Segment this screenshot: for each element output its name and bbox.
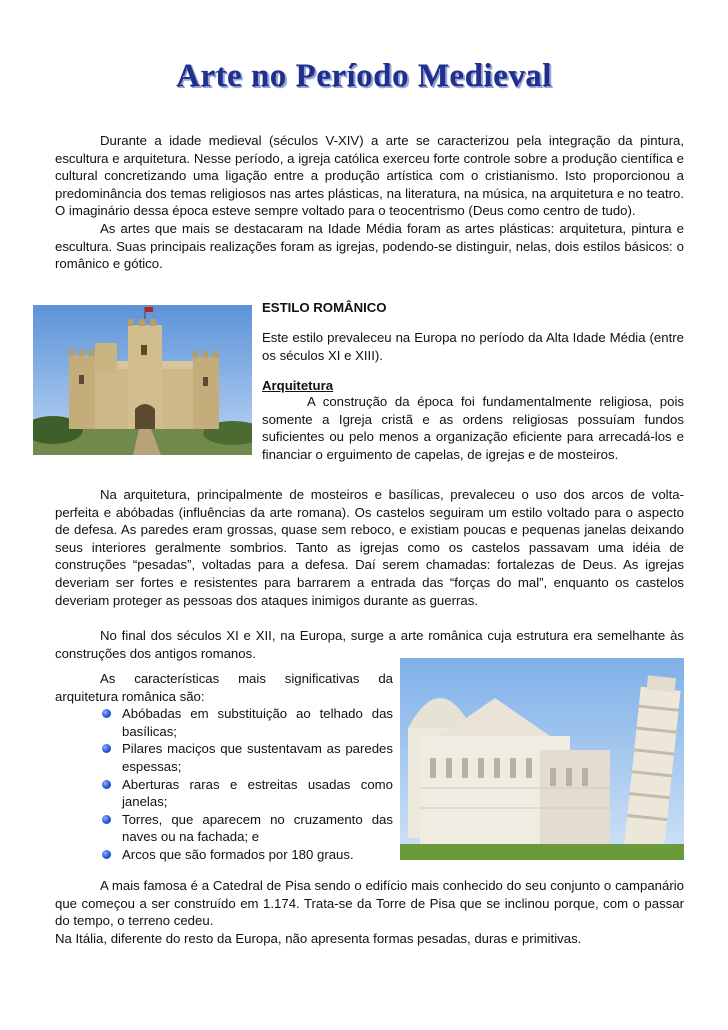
bullet-icon xyxy=(102,709,111,718)
romanesque-body xyxy=(55,486,684,662)
romanesque-paragraph-3: No final dos séculos XI e XII, na Europa, surge a arte românica cuja estrutura era semelhante às construções dos antigos romanos. xyxy=(55,628,684,661)
architecture-heading: Arquitetura xyxy=(262,378,334,394)
bullet-icon xyxy=(102,744,111,753)
bullet-icon xyxy=(102,780,111,789)
architecture-paragraph: A construção da época foi fundamentalmente religiosa, pois somente a Igreja cristã e as ordens religiosas possuíam fundos suficientes ou pelo menos a organização eficiente para arrecadá-los e financiar o erguimento de capelas, de igrejas e de mosteiros. xyxy=(262,394,684,462)
list-item: Arcos que são formados por 180 graus. xyxy=(55,846,393,864)
romanesque-intro xyxy=(262,300,684,464)
intro-paragraph-1: Durante a idade medieval (séculos V-XIV) a arte se caracterizou pela integração da pintura, escultura e arquitetura. Nesse período, a igreja católica exerceu forte controle sobre a produção científica e cultural concretizando uma ligação entre a produção artística com o cristianismo. Isto proporcionou a predominância dos temas religiosos nas artes plásticas, na literatura, na música, na arquitetura e no teatro. O imaginário dessa época esteve sempre voltado para o teocentrismo (Deus como centro de tudo). xyxy=(55,133,684,219)
features-list xyxy=(55,705,393,863)
bullet-icon xyxy=(102,850,111,859)
pisa-image xyxy=(400,658,684,860)
list-item: Abóbadas em substituição ao telhado das basílicas; xyxy=(55,705,393,740)
page-title: Arte no Período Medieval xyxy=(176,58,552,94)
closing-section xyxy=(55,877,684,947)
castle-image xyxy=(33,305,252,455)
features-section xyxy=(55,670,393,864)
list-item: Torres, que aparecem no cruzamento das naves ou na fachada; e xyxy=(55,811,393,846)
pisa-paragraph: A mais famosa é a Catedral de Pisa sendo o edifício mais conhecido do seu conjunto o campanário que começou a ser construído em 1.174. Trata-se da Torre de Pisa que se inclinou porque, com o passar do tempo, o terreno cedeu. xyxy=(55,878,684,929)
romanesque-paragraph-1: Este estilo prevaleceu na Europa no período da Alta Idade Média (entre os séculos XI e XIII). xyxy=(262,330,684,363)
italy-paragraph: Na Itália, diferente do resto da Europa, não apresenta formas pesadas, duras e primitivas. xyxy=(55,930,582,946)
romanesque-paragraph-2: Na arquitetura, principalmente de mosteiros e basílicas, prevaleceu o uso dos arcos de volta-perfeita e abóbadas (influências da arte romana). Os castelos seguiram um estilo voltado para o aspecto de defesa. As paredes eram grossas, quase sem reboco, e existiam poucas e pequenas janelas deixando seus interiores geralmente sombrios. Tanto as igrejas como os castelos passavam uma idéia de construções “pesadas”, voltadas para a defesa. Daí serem chamadas: fortalezas de Deus. As igrejas deveriam ser fortes e resistentes para barrarem a entrada das “forças do mal”, enquanto os castelos deveriam proteger as pessoas dos ataques inimigos durante as guerras. xyxy=(55,487,684,608)
intro-paragraph-2: As artes que mais se destacaram na Idade Média foram as artes plásticas: arquitetura, pintura e escultura. Suas principais realizações foram as igrejas, podendo-se distinguir, nelas, dois estilos básicos: o românico e gótico. xyxy=(55,220,684,272)
features-intro: As características mais significativas da arquitetura românica são: xyxy=(55,671,393,704)
intro-section xyxy=(55,132,684,273)
bullet-icon xyxy=(102,815,111,824)
list-item: Pilares maciços que sustentavam as paredes espessas; xyxy=(55,740,393,775)
section-heading-romanesque: ESTILO ROMÂNICO xyxy=(262,300,387,315)
list-item: Aberturas raras e estreitas usadas como janelas; xyxy=(55,776,393,811)
